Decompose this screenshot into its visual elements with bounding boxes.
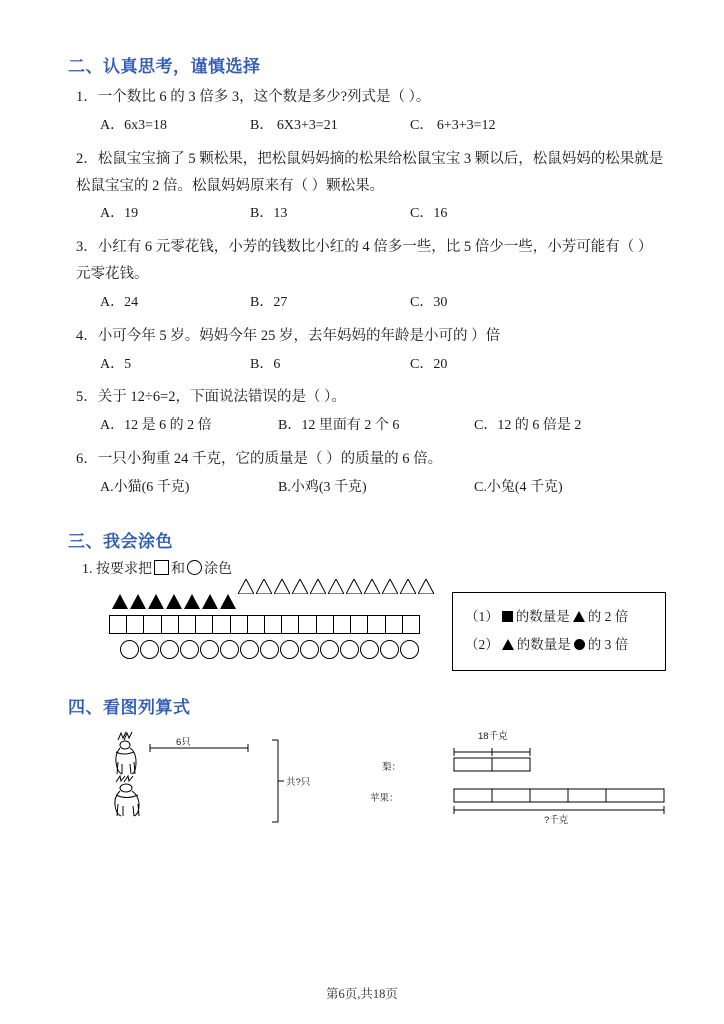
deer-figure <box>58 726 348 836</box>
filled-circle-icon <box>574 639 585 650</box>
pear-weight-label: 18千克 <box>478 730 508 742</box>
circle-cell[interactable] <box>280 640 299 659</box>
triangle-filled-icon[interactable] <box>148 594 164 609</box>
triangle-filled-icon[interactable] <box>166 594 182 609</box>
triangle-filled-icon[interactable] <box>184 594 200 609</box>
question-3-stem: 3．小红有 6 元零花钱，小芳的钱数比小红的 4 倍多一些，比 5 倍少一些，小芳可能有（ ）元零花钱。 <box>76 239 653 283</box>
requirement-2-mid2: 的 <box>587 637 602 653</box>
circle-cell[interactable] <box>260 640 279 659</box>
triangle-filled-icon[interactable] <box>130 594 146 609</box>
coloring-instruction-suffix: 涂色 <box>204 561 232 577</box>
question-5-stem: 5．关于 12÷6=2，下面说法错误的是（ ）。 <box>76 389 346 406</box>
square-cell[interactable] <box>178 615 196 634</box>
question-4-stem: 4．小可今年 5 岁。妈妈今年 25 岁，去年妈妈的年龄是小可的 ）倍 <box>76 327 501 344</box>
triangle-outline-icon[interactable] <box>346 579 362 609</box>
circle-row[interactable] <box>80 640 420 659</box>
square-cell[interactable] <box>212 615 230 634</box>
triangle-outline-icon[interactable] <box>256 579 272 609</box>
question-6-option-a[interactable]: A.小猫(6 千克) <box>100 479 190 495</box>
question-2-options <box>58 201 666 227</box>
square-cell[interactable] <box>350 615 368 634</box>
square-row[interactable] <box>80 615 420 634</box>
requirement-1-prefix: （1） <box>465 608 499 624</box>
coloring-instruction-mid: 和 <box>171 561 185 577</box>
triangle-filled-icon[interactable] <box>112 594 128 609</box>
triangle-filled-icon[interactable] <box>220 594 236 609</box>
square-cell[interactable] <box>161 615 179 634</box>
deer-count-label: 6只 <box>176 736 191 748</box>
triangle-outline-icon[interactable] <box>418 579 434 609</box>
requirements-box <box>452 592 666 671</box>
question-1-stem: 1．一个数比 6 的 3 倍多 3，这个数是多少?列式是（ ）。 <box>76 89 431 105</box>
square-cell[interactable] <box>402 615 420 634</box>
apple-row-label: 苹果： <box>370 792 399 804</box>
page-footer: 第6页,共18页 <box>326 987 398 1001</box>
circle-cell[interactable] <box>380 640 399 659</box>
requirement-1 <box>465 603 653 631</box>
circle-icon <box>187 560 202 575</box>
triangle-outline-icon[interactable] <box>238 579 254 609</box>
square-icon <box>154 560 169 575</box>
circle-cell[interactable] <box>220 640 239 659</box>
circle-cell[interactable] <box>360 640 379 659</box>
triangle-outline-icon[interactable] <box>364 579 380 609</box>
requirement-2 <box>465 631 653 659</box>
square-cell[interactable] <box>385 615 403 634</box>
square-cell[interactable] <box>281 615 299 634</box>
question-4-option-a[interactable]: A．5 <box>100 356 132 372</box>
circle-cell[interactable] <box>300 640 319 659</box>
square-cell[interactable] <box>298 615 316 634</box>
question-3-option-c[interactable]: C．30 <box>410 294 448 310</box>
bar-figure-svg <box>408 734 678 830</box>
square-cell[interactable] <box>143 615 161 634</box>
question-6-option-c[interactable]: C.小兔(4 千克) <box>474 479 563 495</box>
circle-cell[interactable] <box>120 640 139 659</box>
question-1-options <box>58 113 666 139</box>
triangle-outline-icon[interactable] <box>274 579 290 609</box>
question-6-stem: 6．一只小狗重 24 千克，它的质量是（ ）的质量的 6 倍。 <box>76 451 443 468</box>
filled-square-icon <box>502 611 513 622</box>
question-2-stem: 2．松鼠宝宝摘了 5 颗松果，把松鼠妈妈摘的松果给松鼠宝宝 3 颗以后，松鼠妈妈的松果就是松鼠宝宝的 2 倍。松鼠妈妈原来有（ ）颗松果。 <box>76 150 664 194</box>
question-2 <box>58 146 666 228</box>
question-5-option-b[interactable]: B．12 里面有 2 个 6 <box>278 418 400 434</box>
shapes-area <box>58 592 666 671</box>
square-cell[interactable] <box>247 615 265 634</box>
shapes-grid <box>80 592 420 659</box>
apple-weight-label: ?千克 <box>544 814 569 826</box>
question-5-option-c[interactable]: C．12 的 6 倍是 2 <box>474 418 582 434</box>
question-3-option-b[interactable]: B．27 <box>250 294 288 310</box>
requirement-1-value: 2 倍 <box>604 608 629 624</box>
question-3-options <box>58 290 666 316</box>
question-1-option-a[interactable]: A．6x3=18 <box>100 117 168 133</box>
question-6-options <box>58 475 666 501</box>
requirement-1-mid2: 的 <box>587 608 602 624</box>
question-4-option-b[interactable]: B．6 <box>250 356 281 372</box>
question-4-option-c[interactable]: C．20 <box>410 356 448 372</box>
question-2-option-c[interactable]: C．16 <box>410 206 448 222</box>
question-5-option-a[interactable]: A．12 是 6 的 2 倍 <box>100 418 212 434</box>
pear-row-label: 梨： <box>382 761 402 773</box>
square-cell[interactable] <box>367 615 385 634</box>
filled-triangle-icon <box>502 639 514 650</box>
figure-area <box>58 726 666 836</box>
question-1-option-c[interactable]: C． 6+3+3=12 <box>410 117 496 133</box>
section-three-title: 三、我会涂色 <box>68 531 173 551</box>
circle-cell[interactable] <box>200 640 219 659</box>
square-cell[interactable] <box>316 615 334 634</box>
section-four-title: 四、看图列算式 <box>68 697 191 717</box>
square-cell[interactable] <box>109 615 127 634</box>
question-3 <box>58 234 666 316</box>
triangle-outline-icon[interactable] <box>400 579 416 609</box>
triangle-outline-icon[interactable] <box>382 579 398 609</box>
question-3-option-a[interactable]: A．24 <box>100 294 139 310</box>
question-4-options <box>58 352 666 378</box>
deer-total-label: 共?只 <box>286 776 311 788</box>
question-1-option-b[interactable]: B． 6X3+3=21 <box>250 117 338 133</box>
question-6-option-b[interactable]: B.小鸡(3 千克) <box>278 479 367 495</box>
square-cell[interactable] <box>195 615 213 634</box>
square-cell[interactable] <box>264 615 282 634</box>
filled-triangle-icon <box>573 611 585 622</box>
section-two-title: 二、认真思考，谨慎选择 <box>68 57 261 76</box>
circle-cell[interactable] <box>320 640 339 659</box>
question-2-option-b[interactable]: B．13 <box>250 206 288 222</box>
coloring-instruction-prefix: 1. 按要求把 <box>82 561 152 577</box>
question-2-option-a[interactable]: A．19 <box>100 206 139 222</box>
circle-cell[interactable] <box>340 640 359 659</box>
circle-cell[interactable] <box>240 640 259 659</box>
question-6 <box>58 446 666 501</box>
circle-cell[interactable] <box>140 640 159 659</box>
bar-figure <box>348 726 678 836</box>
triangle-outline-icon[interactable] <box>310 579 326 609</box>
circle-cell[interactable] <box>400 640 419 659</box>
triangle-outline-icon[interactable] <box>292 579 308 609</box>
triangle-row[interactable] <box>80 592 420 609</box>
triangle-outline-icon[interactable] <box>328 579 344 609</box>
requirement-2-prefix: （2） <box>465 637 499 653</box>
circle-cell[interactable] <box>180 640 199 659</box>
question-5 <box>58 384 666 439</box>
square-cell[interactable] <box>333 615 351 634</box>
triangle-filled-icon[interactable] <box>202 594 218 609</box>
circle-cell[interactable] <box>160 640 179 659</box>
question-1 <box>58 84 666 139</box>
requirement-2-mid1: 的数量是 <box>516 637 571 653</box>
question-4 <box>58 323 666 378</box>
question-5-options <box>58 413 666 439</box>
coloring-instruction <box>58 558 666 578</box>
square-cell[interactable] <box>230 615 248 634</box>
requirement-1-mid1: 的数量是 <box>515 608 570 624</box>
square-cell[interactable] <box>126 615 144 634</box>
requirement-2-value: 3 倍 <box>604 637 629 653</box>
